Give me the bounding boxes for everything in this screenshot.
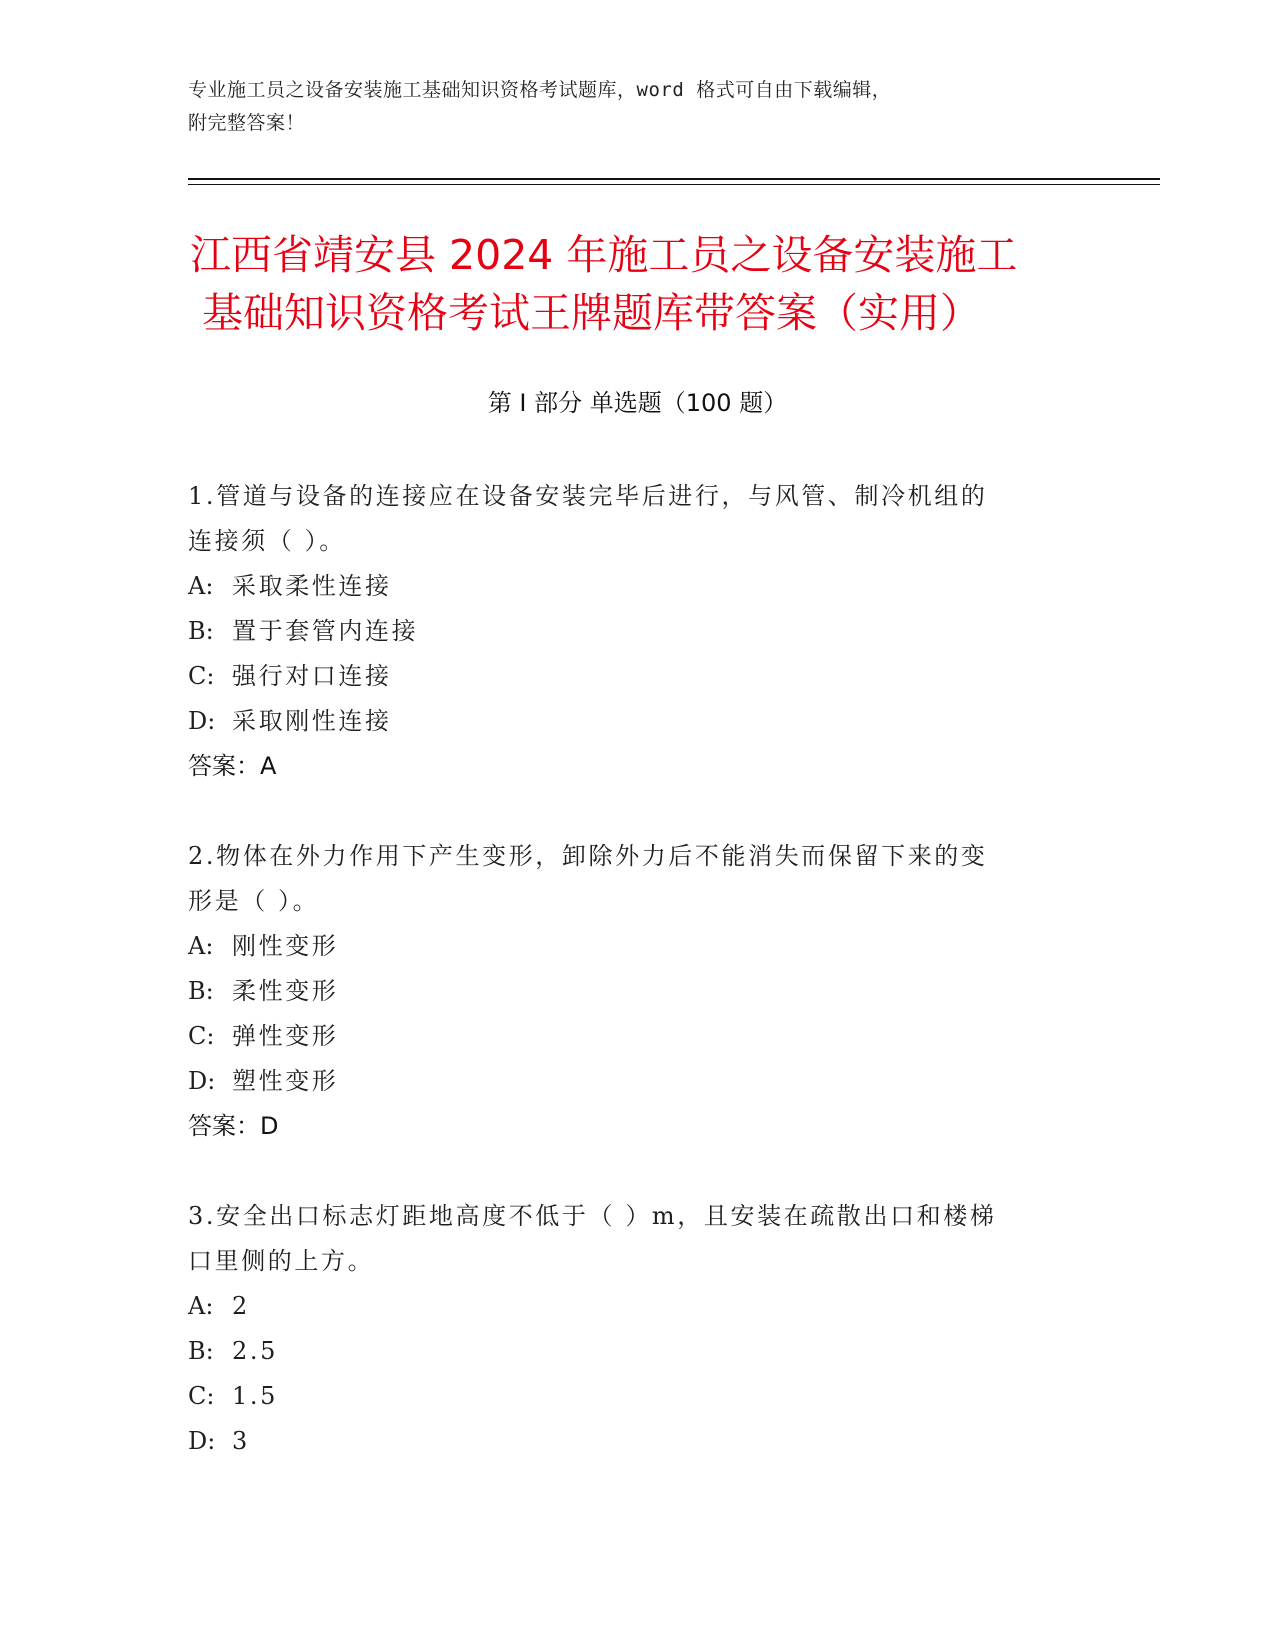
- option-b: [188, 1329, 1088, 1374]
- option-key: C:: [188, 662, 215, 690]
- question-stem-line-2: 连接须（ ）。: [188, 527, 346, 555]
- option-text: 2: [232, 1292, 250, 1320]
- question-stem-line-1: 3.安全出口标志灯距地高度不低于（ ）m，且安装在疏散出口和楼梯: [188, 1202, 997, 1230]
- header-note-line-2: 附完整答案！: [188, 112, 306, 134]
- option-key: B:: [188, 977, 214, 1005]
- option-a: [188, 564, 1088, 609]
- option-text: 置于套管内连接: [232, 617, 419, 645]
- option-text: 强行对口连接: [232, 662, 392, 690]
- question-stem-line-2: 口里侧的上方。: [188, 1247, 375, 1275]
- question-stem-line-1: 1.管道与设备的连接应在设备安装完毕后进行，与风管、制冷机组的: [188, 482, 988, 510]
- option-text: 1.5: [232, 1382, 278, 1410]
- option-a: [188, 1284, 1088, 1329]
- question-stem-line-1: 2.物体在外力作用下产生变形，卸除外力后不能消失而保留下来的变: [188, 842, 988, 870]
- section-heading: 第 I 部分 单选题（100 题）: [487, 389, 788, 417]
- option-d: [188, 699, 1088, 744]
- question-3: [188, 1194, 1088, 1464]
- option-d: [188, 1419, 1088, 1464]
- option-text: 3: [232, 1427, 250, 1455]
- option-b: [188, 969, 1088, 1014]
- option-key: A:: [188, 572, 214, 600]
- header-note: [188, 74, 1088, 140]
- option-c: [188, 1374, 1088, 1419]
- question-2: [188, 834, 1088, 1149]
- option-key: A:: [188, 932, 214, 960]
- option-text: 采取刚性连接: [232, 707, 392, 735]
- option-key: D:: [188, 1427, 216, 1455]
- option-text: 采取柔性连接: [232, 572, 392, 600]
- option-text: 2.5: [232, 1337, 278, 1365]
- option-c: [188, 1014, 1088, 1059]
- option-key: B:: [188, 1337, 214, 1365]
- option-key: D:: [188, 707, 216, 735]
- header-divider-thick: [188, 178, 1160, 180]
- answer-line: 答案：D: [188, 1112, 279, 1140]
- option-text: 柔性变形: [232, 977, 339, 1005]
- option-a: [188, 924, 1088, 969]
- option-key: D:: [188, 1067, 216, 1095]
- document-title-line-2: 基础知识资格考试王牌题库带答案（实用）: [202, 289, 981, 337]
- option-text: 塑性变形: [232, 1067, 339, 1095]
- answer-line: 答案：A: [188, 752, 277, 780]
- option-key: C:: [188, 1022, 215, 1050]
- question-1: [188, 474, 1088, 789]
- header-divider-thin: [188, 184, 1160, 185]
- option-c: [188, 654, 1088, 699]
- question-spacer: [188, 789, 1088, 834]
- option-key: A:: [188, 1292, 214, 1320]
- question-spacer: [188, 1149, 1088, 1194]
- option-key: C:: [188, 1382, 215, 1410]
- option-text: 弹性变形: [232, 1022, 339, 1050]
- option-key: B:: [188, 617, 214, 645]
- option-b: [188, 609, 1088, 654]
- option-d: [188, 1059, 1088, 1104]
- option-text: 刚性变形: [232, 932, 339, 960]
- document-title: [190, 226, 1150, 342]
- question-stem-line-2: 形是（ ）。: [188, 887, 320, 915]
- question-list: [188, 474, 1088, 1464]
- header-note-line-1: 专业施工员之设备安装施工基础知识资格考试题库，word 格式可自由下载编辑，: [188, 79, 892, 101]
- document-title-line-1: 江西省靖安县 2024 年施工员之设备安装施工: [190, 231, 1018, 279]
